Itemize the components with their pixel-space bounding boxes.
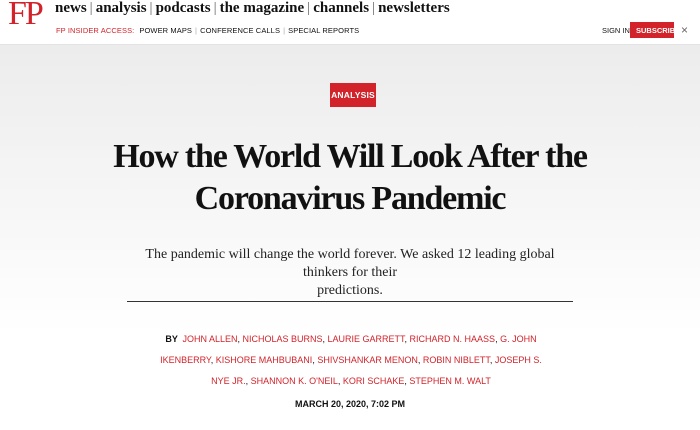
nav-separator: |: [307, 0, 311, 16]
article-dek: [130, 246, 570, 300]
insider-link-conference-calls[interactable]: CONFERENCE CALLS: [200, 26, 281, 35]
author-link[interactable]: LAURIE GARRETT: [327, 334, 405, 344]
top-bar: [0, 0, 700, 45]
nav-the-magazine[interactable]: the magazine: [219, 0, 305, 16]
author-link[interactable]: NICHOLAS BURNS: [242, 334, 323, 344]
category-badge[interactable]: ANALYSIS: [330, 83, 376, 107]
article-headline: [110, 136, 590, 220]
nav-podcasts[interactable]: podcasts: [155, 0, 211, 16]
publish-date: MARCH 20, 2020, 7:02 PM: [294, 399, 406, 409]
fp-logo[interactable]: FP: [8, 0, 42, 32]
headline-line-2: Coronavirus Pandemic: [194, 180, 506, 217]
author-link[interactable]: JOSEPH S. NYE JR.: [211, 355, 542, 386]
sign-in-link[interactable]: SIGN IN: [602, 26, 630, 35]
author-link[interactable]: JOHN ALLEN: [182, 334, 238, 344]
insider-link-special-reports[interactable]: SPECIAL REPORTS: [288, 26, 360, 35]
subnav-separator: |: [283, 26, 286, 35]
subnav-separator: |: [195, 26, 198, 35]
nav-newsletters[interactable]: newsletters: [378, 0, 450, 16]
author-link[interactable]: ROBIN NIBLETT: [422, 355, 490, 365]
subscribe-button[interactable]: SUBSCRIBE: [630, 22, 674, 38]
nav-analysis[interactable]: analysis: [95, 0, 147, 16]
author-link[interactable]: KISHORE MAHBUBANI: [215, 355, 313, 365]
dek-line-1: The pandemic will change the world forever. We asked 12 leading global thinkers for their: [145, 247, 555, 280]
byline: BY JOHN ALLEN, NICHOLAS BURNS, LAURIE GARRETT, RICHARD N. HAASS, G. JOHN IKENBERRY, KISHORE MAHBUBANI, SHIVSHANKAR MENON, ROBIN NIBLETT, JOSEPH S. NYE JR., SHANNON K. O'NEIL, KORI SCHAKE, STEPHEN M. WALT: [160, 334, 542, 386]
close-icon[interactable]: ×: [681, 23, 689, 37]
insider-access-label: FP INSIDER ACCESS:: [56, 26, 135, 35]
insider-link-power-maps[interactable]: POWER MAPS: [139, 26, 193, 35]
author-link[interactable]: STEPHEN M. WALT: [409, 376, 491, 386]
main-nav: [55, 0, 450, 18]
author-link[interactable]: RICHARD N. HAASS: [409, 334, 496, 344]
nav-separator: |: [213, 0, 217, 16]
nav-separator: |: [372, 0, 376, 16]
author-link[interactable]: KORI SCHAKE: [342, 376, 405, 386]
author-link[interactable]: SHANNON K. O'NEIL: [250, 376, 338, 386]
insider-nav: [56, 25, 359, 37]
nav-separator: |: [89, 0, 93, 16]
divider: [127, 301, 573, 302]
nav-channels[interactable]: channels: [313, 0, 370, 16]
dek-line-2: predictions.: [317, 283, 383, 298]
author-link[interactable]: SHIVSHANKAR MENON: [317, 355, 418, 365]
nav-news[interactable]: news: [55, 0, 87, 16]
nav-separator: |: [149, 0, 153, 16]
byline-prefix: BY: [165, 334, 178, 344]
headline-line-1: How the World Will Look After the: [113, 138, 587, 175]
author-link[interactable]: G. JOHN IKENBERRY: [160, 334, 537, 365]
